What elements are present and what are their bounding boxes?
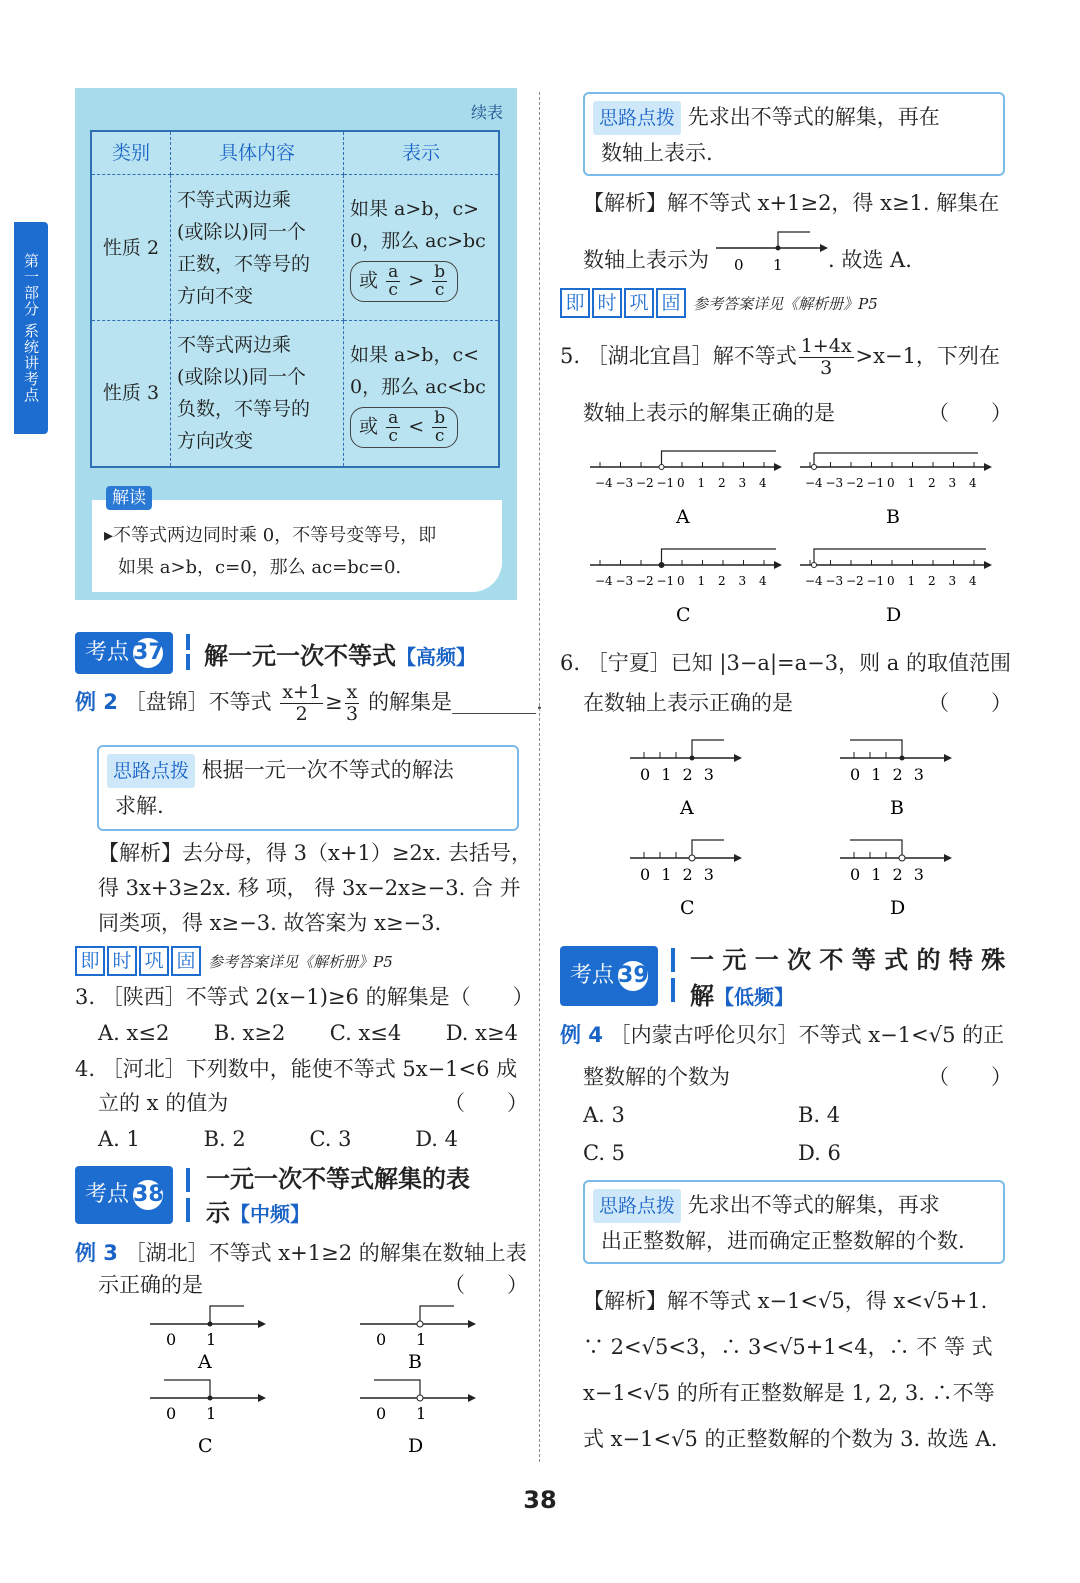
svg-text:0 1 2 3: 0 1 2 3	[640, 865, 717, 884]
numberline-option-b[interactable]	[360, 1306, 476, 1373]
solution-line: 同类项，得 x≥−3. 故答案为 x≥−3.	[98, 911, 442, 935]
table-row	[91, 321, 499, 467]
content-line: 不等式两边乘	[177, 188, 292, 211]
hint-box-example-3	[583, 92, 1005, 176]
topic-37-title: 解一元一次不等式【高频】	[204, 642, 476, 670]
side-tab: 第一部分 系统讲考点	[14, 222, 48, 434]
content-line: 负数，不等号的	[177, 398, 311, 421]
answer-paren: （ ）	[928, 401, 1012, 425]
numberline-option-d[interactable]	[840, 840, 952, 919]
tick-label: 3	[738, 574, 747, 588]
header-representation: 表示	[344, 131, 500, 175]
numberline-option-d[interactable]	[800, 549, 992, 626]
content-line: 不等式两边乘	[177, 334, 292, 357]
solution-line: x−1<√5 的所有正整数解是 1, 2, 3. ∴不等	[583, 1381, 995, 1405]
answer-paren: （ ）	[928, 691, 1012, 715]
svg-text:C: C	[680, 897, 695, 919]
answer-reference: 参考答案详见《解析册》P5	[693, 295, 878, 313]
tick-label: 4	[969, 476, 977, 490]
tick-label: −4	[595, 574, 613, 588]
tick-label: 4	[969, 574, 977, 588]
svg-text:A: A	[198, 1351, 212, 1373]
numberline-option-a[interactable]	[150, 1306, 266, 1373]
header-content: 具体内容	[171, 131, 344, 175]
tick-label: 0	[887, 574, 895, 588]
tick-label: 1	[907, 574, 916, 588]
numberline-option-b[interactable]	[800, 453, 992, 528]
expr-line: 如果 a>b，c>	[350, 198, 480, 220]
practice-header-right: 即 时 巩 固 参考答案详见《解析册》P5	[560, 288, 878, 318]
tick-label: −2	[846, 574, 864, 588]
numberline-option-c[interactable]	[630, 840, 742, 919]
topic-37-badge: 考点 37	[75, 632, 173, 674]
hint-box-example-2	[97, 745, 519, 831]
hint-text: 出正整数解，进而确定正整数解的个数.	[601, 1229, 965, 1253]
tick-label: 3	[738, 476, 747, 490]
question-5-line2: 数轴上表示的解集正确的是	[583, 401, 835, 425]
content-line: (或除以)同一个	[177, 220, 306, 243]
tick-label: 1	[907, 476, 916, 490]
question-4-line2: 立的 x 的值为	[98, 1091, 229, 1115]
note-line: 如果 a>b，c=0，那么 ac=bc=0.	[118, 557, 402, 578]
tick-label: 0	[677, 476, 685, 490]
option[interactable]: A. 3	[583, 1103, 625, 1127]
svg-text:1: 1	[206, 1330, 217, 1349]
property-table	[90, 130, 500, 468]
row-content	[171, 175, 344, 321]
question-6-line2: 在数轴上表示正确的是	[583, 691, 793, 715]
tick-label: −1	[866, 476, 885, 490]
option-label: A	[676, 506, 690, 528]
question-6: 6. ［宁夏］已知 |3−a|=a−3，则 a 的取值范围	[560, 651, 1011, 675]
continued-label: 续表	[470, 103, 503, 122]
tick-label: 0	[677, 574, 685, 588]
svg-text:0: 0	[376, 1330, 387, 1349]
example-4: 例 4 ［内蒙古呼伦贝尔］不等式 x−1<√5 的正	[560, 1023, 1005, 1047]
page-number: 38	[523, 1486, 557, 1514]
example-3: 例 3 ［湖北］不等式 x+1≥2 的解集在数轴上表	[75, 1241, 527, 1265]
content-line: (或除以)同一个	[177, 366, 306, 389]
question-5-number-lines	[588, 440, 1008, 630]
option[interactable]: C. x≤4	[329, 1021, 402, 1045]
content-line: 方向不变	[177, 284, 254, 307]
svg-text:0: 0	[166, 1330, 177, 1349]
tick-label: 2	[718, 574, 726, 588]
svg-text:0 1 2 3: 0 1 2 3	[850, 765, 927, 784]
tick-label: −2	[636, 574, 654, 588]
answer-paren: （ ）	[444, 1273, 528, 1297]
solution-example-4	[583, 1278, 997, 1462]
tick-label: −4	[805, 476, 823, 490]
option[interactable]: B. 2	[203, 1127, 246, 1151]
numberline-option-d[interactable]	[360, 1380, 476, 1457]
svg-text:1: 1	[416, 1404, 427, 1423]
svg-text:C: C	[198, 1435, 213, 1457]
tick-label: 2	[928, 574, 936, 588]
note-line: ▸不等式两边同时乘 0，不等号变等号，即	[104, 525, 437, 546]
tick-label: 4	[759, 476, 767, 490]
tick-label: −4	[805, 574, 823, 588]
option-label: B	[886, 506, 900, 528]
option[interactable]: B. x≥2	[213, 1021, 286, 1045]
fraction-expression: 或 $\frac{a}{c}$ < $\frac{b}{c}$	[350, 407, 458, 448]
numberline-option-a[interactable]	[630, 740, 742, 819]
interpretation-note	[92, 488, 502, 592]
answer-reference: 参考答案详见《解析册》P5	[208, 953, 393, 971]
hint-box-example-4	[583, 1180, 1005, 1264]
tick-label: −3	[825, 476, 844, 490]
question-4-options	[98, 1122, 458, 1156]
solution-example-3-line2a: 数轴上表示为	[583, 248, 709, 272]
svg-text:1: 1	[773, 256, 783, 274]
row-content	[171, 321, 344, 467]
header-category: 类别	[91, 131, 171, 175]
tick-label: 4	[759, 574, 767, 588]
option-label: D	[886, 604, 902, 626]
topic-38-title: 一元一次不等式解集的表 示【中频】	[206, 1165, 470, 1227]
svg-text:0: 0	[376, 1404, 387, 1423]
svg-text:1: 1	[206, 1404, 217, 1423]
tick-label: 2	[718, 476, 726, 490]
option[interactable]: A. 1	[98, 1127, 140, 1151]
row-expression	[344, 321, 500, 467]
fraction-expression: 或 $\frac{a}{c}$ > $\frac{b}{c}$	[350, 261, 458, 302]
answer-paren: （ ）	[444, 1091, 528, 1115]
note-tag: 解读	[106, 486, 152, 510]
option[interactable]: D. 6	[798, 1141, 841, 1165]
row-category: 性质 2	[91, 175, 171, 321]
solution-example-3-line2b: . 故选 A.	[828, 248, 912, 272]
solution-line: 【解析】解不等式 x−1<√5，得 x<√5+1.	[583, 1289, 988, 1313]
tick-label: −3	[825, 574, 844, 588]
hint-tag: 思路点拨	[107, 754, 195, 788]
tick-label: 3	[948, 574, 957, 588]
svg-text:A: A	[680, 797, 694, 819]
column-divider	[539, 92, 540, 1462]
question-3-options	[98, 1016, 518, 1050]
solution-number-line	[712, 228, 832, 274]
tick-label: 3	[948, 476, 957, 490]
svg-text:D: D	[408, 1435, 424, 1457]
example-4-line2: 整数解的个数为	[583, 1065, 730, 1089]
hint-text: 先求出不等式的解集，再在	[687, 105, 940, 129]
tick-label: 2	[928, 476, 936, 490]
solution-line: ∵ 2<√5<3，∴ 3<√5+1<4，∴ 不 等 式	[583, 1335, 993, 1359]
solution-line: 得 3x+3≥2x. 移 项， 得 3x−2x≥−3. 合 并	[98, 876, 521, 900]
topic-39-badge: 考点 39	[560, 946, 658, 1006]
tick-label: −1	[656, 476, 675, 490]
expr-line: 如果 a>b，c<	[350, 343, 480, 366]
solution-example-3: 【解析】解不等式 x+1≥2，得 x≥1. 解集在	[583, 191, 1000, 215]
numberline-option-c[interactable]	[150, 1380, 266, 1457]
expr-line: 0，那么 ac<bc	[350, 375, 486, 398]
svg-text:0: 0	[734, 256, 744, 274]
hint-text: 求解.	[115, 794, 164, 818]
svg-text:0: 0	[166, 1404, 177, 1423]
content-line: 正数，不等号的	[177, 252, 311, 275]
row-expression	[344, 175, 500, 321]
example-3-line2: 示正确的是	[98, 1273, 203, 1297]
content-line: 方向改变	[177, 430, 254, 453]
hint-text: 先求出不等式的解集，再求	[687, 1193, 940, 1217]
svg-text:0 1 2 3: 0 1 2 3	[850, 865, 927, 884]
row-category: 性质 3	[91, 321, 171, 467]
answer-paren: （ ）	[928, 1065, 1012, 1089]
numberline-option-a[interactable]	[590, 451, 782, 528]
hint-tag: 思路点拨	[593, 1189, 681, 1223]
table-row	[91, 175, 499, 321]
solution-line: 【解析】去分母，得 3（x+1）≥2x. 去括号，	[98, 841, 532, 865]
practice-header-left: 即 时 巩 固 参考答案详见《解析册》P5	[75, 946, 393, 976]
option[interactable]: A. x≤2	[98, 1021, 170, 1045]
example-2: 例 2 ［盘锦］不等式 $\frac{x+1}{2}$ ≥ $\frac{x}{3}$ 的解集是________.	[75, 681, 543, 725]
topic-38-badge: 考点 38	[75, 1166, 173, 1224]
tick-label: −4	[595, 476, 613, 490]
numberline-option-c[interactable]	[590, 549, 782, 626]
option[interactable]: B. 4	[798, 1103, 841, 1127]
q5-lines-group	[590, 451, 992, 626]
svg-text:B: B	[890, 797, 904, 819]
option[interactable]: D. 4	[415, 1127, 458, 1151]
hint-text: 根据一元一次不等式的解法	[201, 758, 454, 782]
tick-label: 1	[697, 574, 706, 588]
tick-label: −1	[866, 574, 885, 588]
solution-line: 式 x−1<√5 的正整数解的个数为 3. 故选 A.	[583, 1427, 998, 1451]
example-3-number-lines	[140, 1300, 520, 1460]
svg-text:0 1 2 3: 0 1 2 3	[640, 765, 717, 784]
svg-text:1: 1	[416, 1330, 427, 1349]
question-6-number-lines	[620, 730, 980, 926]
solution-example-2	[98, 836, 532, 941]
tick-label: 1	[697, 476, 706, 490]
note-text	[104, 520, 436, 584]
tick-label: −2	[636, 476, 654, 490]
option[interactable]: C. 3	[309, 1127, 352, 1151]
question-5: 5. ［湖北宜昌］解不等式 $\frac{1+4x}{3}$ >x−1，下列在	[560, 335, 1000, 379]
tick-label: 0	[887, 476, 895, 490]
property-table-panel	[75, 88, 517, 600]
numberline-option-b[interactable]	[840, 740, 952, 819]
hint-text: 数轴上表示.	[601, 141, 713, 165]
question-4: 4. ［河北］下列数中，能使不等式 5x−1<6 成	[75, 1057, 518, 1081]
tick-label: −3	[615, 574, 634, 588]
question-3: 3. ［陕西］不等式 2(x−1)≥6 的解集是（ ）	[75, 985, 534, 1009]
svg-text:B: B	[408, 1351, 422, 1373]
topic-39-title: 一 元 一 次 不 等 式 的 特 殊 解【低频】	[690, 946, 1006, 1010]
hint-tag: 思路点拨	[593, 101, 681, 135]
tick-label: −1	[656, 574, 675, 588]
expr-line: 0，那么 ac>bc	[350, 230, 486, 252]
option[interactable]: C. 5	[583, 1141, 626, 1165]
option-label: C	[676, 604, 691, 626]
tick-label: −2	[846, 476, 864, 490]
option[interactable]: D. x≥4	[445, 1021, 518, 1045]
tick-label: −3	[615, 476, 634, 490]
svg-text:D: D	[890, 897, 906, 919]
